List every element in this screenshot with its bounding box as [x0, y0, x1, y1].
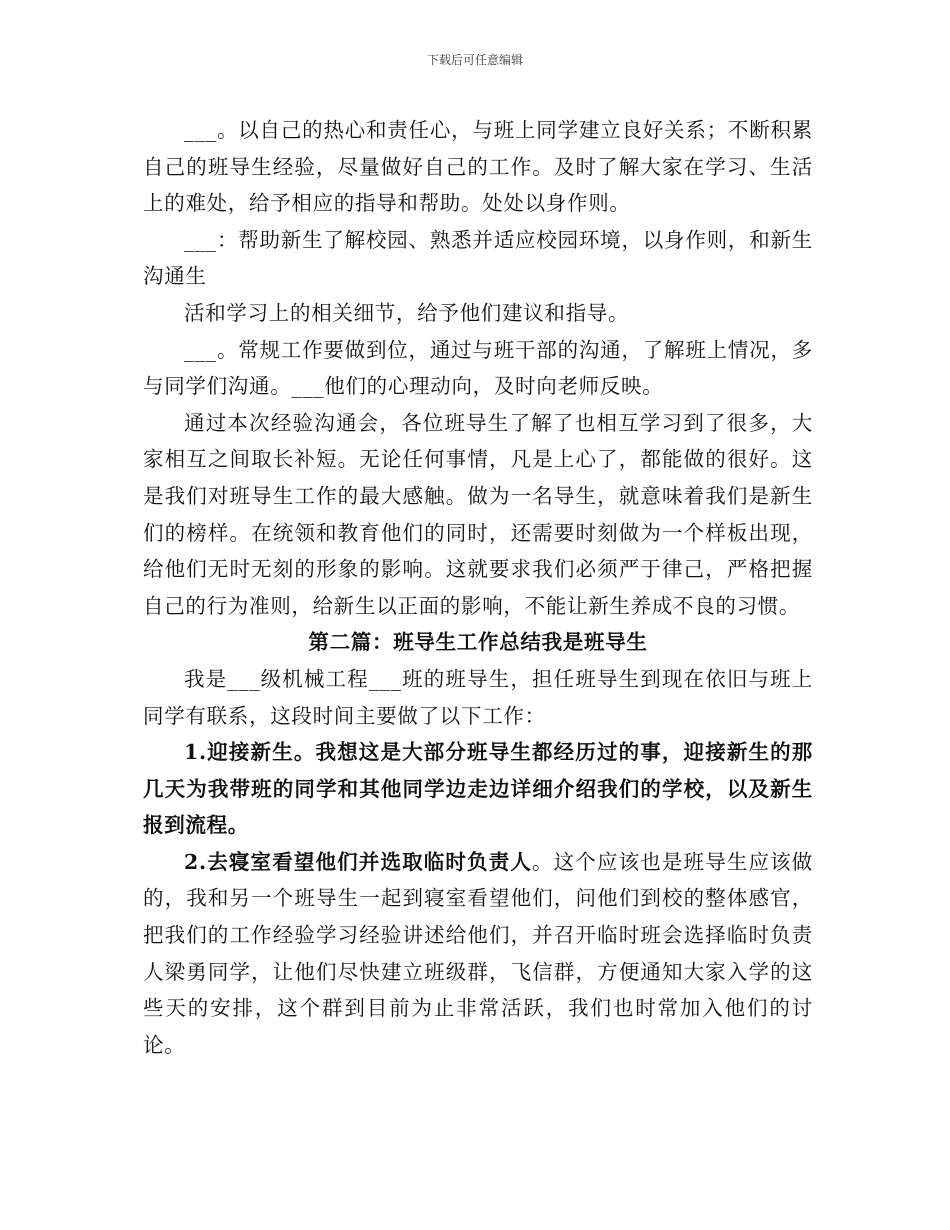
paragraph-3: 活和学习上的相关细节，给予他们建议和指导。 [184, 300, 630, 325]
paragraph-6: 我是___级机械工程___班的班导生，担任班导生到现在依旧与班上同学有联系，这段时间主要做了以下工作： [143, 666, 813, 728]
paragraph-1: ___。以自己的热心和责任心，与班上同学建立良好关系；不断积累自己的班导生经验，尽量做好自己的工作。及时了解大家在学习、生活上的难处，给予相应的指导和帮助。处处以身作则。 [143, 118, 813, 216]
paragraph-8 [143, 844, 813, 1064]
paragraph-2: ___：帮助新生了解校园、熟悉并适应校园环境，以身作则，和新生沟通生 [143, 227, 813, 289]
paragraph-4: ___。常规工作要做到位，通过与班干部的沟通，了解班上情况，多与同学们沟通。___他们的心理动向，及时向老师反映。 [143, 337, 813, 399]
page-header: 下载后可任意编辑 [426, 53, 523, 67]
section-heading: 第二篇：班导生工作总结我是班导生 [308, 630, 648, 655]
paragraph-8-lead: 2.去寝室看望他们并选取临时负责人 [184, 849, 532, 874]
document-body [143, 112, 813, 1063]
paragraph-5: 通过本次经验沟通会，各位班导生了解了也相互学习到了很多，大家相互之间取长补短。无论任何事情，凡是上心了，都能做的很好。这是我们对班导生工作的最大感触。做为一名导生，就意味着我们是新生们的榜样。在统领和教育他们的同时，还需要时刻做为一个样板出现，给他们无时无刻的形象的影响。这就要求我们必须严于律己，严格把握自己的行为准则，给新生以正面的影响，不能让新生养成不良的习惯。 [143, 410, 813, 618]
paragraph-7: 1.迎接新生。我想这是大部分班导生都经历过的事，迎接新生的那几天为我带班的同学和其他同学边走边详细介绍我们的学校，以及新生报到流程。 [143, 740, 813, 838]
paragraph-8-body: 。这个应该也是班导生应该做的，我和另一个班导生一起到寝室看望他们，问他们到校的整体感官，把我们的工作经验学习经验讲述给他们，并召开临时班会选择临时负责人梁勇同学，让他们尽快建立班级群，飞信群，方便通知大家入学的这些天的安排，这个群到目前为止非常活跃，我们也时常加入他们的讨论。 [143, 849, 813, 1057]
